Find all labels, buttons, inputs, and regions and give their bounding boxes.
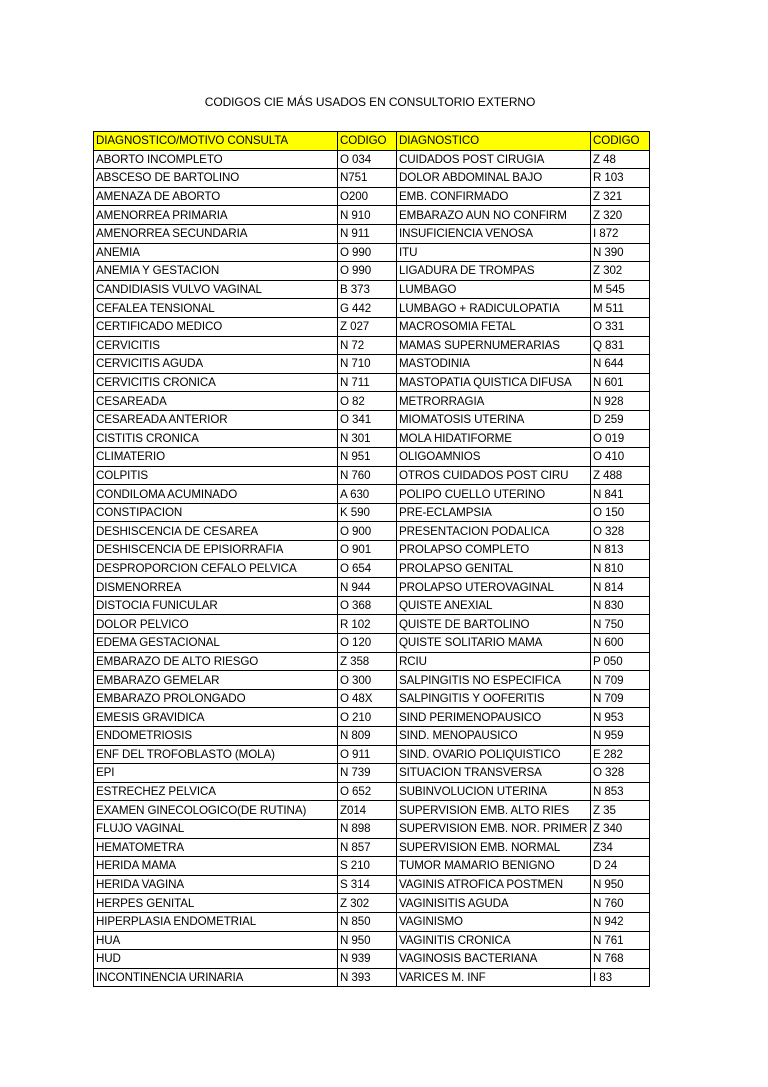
diagnosis-cell: COLPITIS: [94, 466, 338, 485]
table-row: [94, 448, 650, 467]
diagnosis-cell-2: METRORRAGIA: [397, 392, 591, 411]
code-cell-2: N 950: [591, 875, 650, 894]
table-row: [94, 931, 650, 950]
table-row: [94, 187, 650, 206]
code-cell-2: P 050: [591, 652, 650, 671]
code-cell-2: Z 35: [591, 801, 650, 820]
code-cell: N 944: [338, 578, 397, 597]
code-cell-2: D 259: [591, 410, 650, 429]
code-cell: S 314: [338, 875, 397, 894]
table-row: [94, 150, 650, 169]
diagnosis-cell: ESTRECHEZ PELVICA: [94, 782, 338, 801]
code-cell-2: I 872: [591, 224, 650, 243]
code-cell: N 857: [338, 838, 397, 857]
diagnosis-cell: CONSTIPACION: [94, 503, 338, 522]
diagnosis-cell-2: SIND. OVARIO POLIQUISTICO: [397, 745, 591, 764]
code-cell: N751: [338, 169, 397, 188]
table-row: [94, 689, 650, 708]
code-cell-2: N 644: [591, 355, 650, 374]
diagnosis-cell: HERPES GENITAL: [94, 894, 338, 913]
diagnosis-cell: HEMATOMETRA: [94, 838, 338, 857]
code-cell-2: N 959: [591, 727, 650, 746]
table-row: [94, 485, 650, 504]
diagnosis-cell-2: SITUACION TRANSVERSA: [397, 764, 591, 783]
code-cell-2: N 768: [591, 950, 650, 969]
table-row: [94, 782, 650, 801]
diagnosis-cell-2: SUPERVISION EMB. NOR. PRIMER: [397, 819, 591, 838]
code-cell: O 48X: [338, 689, 397, 708]
diagnosis-cell: EMESIS GRAVIDICA: [94, 708, 338, 727]
diagnosis-cell-2: SALPINGITIS Y OOFERITIS: [397, 689, 591, 708]
diagnosis-cell-2: LIGADURA DE TROMPAS: [397, 262, 591, 281]
code-cell: N 809: [338, 727, 397, 746]
code-cell-2: E 282: [591, 745, 650, 764]
code-cell-2: N 814: [591, 578, 650, 597]
diagnosis-cell: ABORTO INCOMPLETO: [94, 150, 338, 169]
diagnosis-cell-2: VAGINIS ATROFICA POSTMEN: [397, 875, 591, 894]
code-cell-2: N 830: [591, 596, 650, 615]
table-row: [94, 634, 650, 653]
code-cell-2: N 942: [591, 912, 650, 931]
code-cell-2: N 813: [591, 541, 650, 560]
table-row: [94, 968, 650, 987]
code-cell: N 393: [338, 968, 397, 987]
code-cell-2: N 601: [591, 373, 650, 392]
code-cell: O 120: [338, 634, 397, 653]
code-cell: O 990: [338, 262, 397, 281]
code-cell: O 341: [338, 410, 397, 429]
table-row: [94, 652, 650, 671]
code-cell-2: N 390: [591, 243, 650, 262]
code-cell: N 711: [338, 373, 397, 392]
diagnosis-cell: EMBARAZO GEMELAR: [94, 671, 338, 690]
code-cell: N 760: [338, 466, 397, 485]
diagnosis-cell: FLUJO VAGINAL: [94, 819, 338, 838]
table-row: [94, 615, 650, 634]
table-row: [94, 262, 650, 281]
code-cell-2: N 709: [591, 671, 650, 690]
table-row: [94, 280, 650, 299]
diagnosis-cell: AMENORREA PRIMARIA: [94, 206, 338, 225]
table-row: [94, 819, 650, 838]
table-row: [94, 317, 650, 336]
diagnosis-cell: DISMENORREA: [94, 578, 338, 597]
diagnosis-cell: CERTIFICADO MEDICO: [94, 317, 338, 336]
diagnosis-cell: ENF DEL TROFOBLASTO (MOLA): [94, 745, 338, 764]
diagnosis-cell: CLIMATERIO: [94, 448, 338, 467]
diagnosis-cell-2: OLIGOAMNIOS: [397, 448, 591, 467]
code-cell: N 710: [338, 355, 397, 374]
table-row: [94, 410, 650, 429]
code-cell-2: O 019: [591, 429, 650, 448]
diagnosis-cell-2: EMB. CONFIRMADO: [397, 187, 591, 206]
code-cell: N 739: [338, 764, 397, 783]
code-cell: B 373: [338, 280, 397, 299]
diagnosis-cell: AMENAZA DE ABORTO: [94, 187, 338, 206]
table-row: [94, 559, 650, 578]
diagnosis-cell-2: EMBARAZO AUN NO CONFIRM: [397, 206, 591, 225]
table-row: [94, 596, 650, 615]
code-cell-2: M 511: [591, 299, 650, 318]
table-row: [94, 392, 650, 411]
code-cell: N 898: [338, 819, 397, 838]
diagnosis-cell: INCONTINENCIA URINARIA: [94, 968, 338, 987]
table-row: [94, 169, 650, 188]
diagnosis-cell: EXAMEN GINECOLOGICO(DE RUTINA): [94, 801, 338, 820]
table-row: [94, 764, 650, 783]
table-row: [94, 727, 650, 746]
diagnosis-cell-2: VAGINISMO: [397, 912, 591, 931]
diagnosis-cell-2: QUISTE DE BARTOLINO: [397, 615, 591, 634]
document-title: CODIGOS CIE MÁS USADOS EN CONSULTORIO EXTERNO: [204, 95, 536, 109]
diagnosis-cell-2: MASTODINIA: [397, 355, 591, 374]
code-cell-2: D 24: [591, 857, 650, 876]
code-cell: K 590: [338, 503, 397, 522]
diagnosis-cell: CANDIDIASIS VULVO VAGINAL: [94, 280, 338, 299]
diagnosis-cell: HUD: [94, 950, 338, 969]
diagnosis-cell: CERVICITIS: [94, 336, 338, 355]
cie-codes-table: [93, 131, 650, 987]
diagnosis-cell: CONDILOMA ACUMINADO: [94, 485, 338, 504]
diagnosis-cell: ANEMIA Y GESTACION: [94, 262, 338, 281]
code-cell-2: Z34: [591, 838, 650, 857]
table-row: [94, 671, 650, 690]
table-row: [94, 429, 650, 448]
code-cell-2: N 760: [591, 894, 650, 913]
code-cell-2: R 103: [591, 169, 650, 188]
diagnosis-cell-2: MOLA HIDATIFORME: [397, 429, 591, 448]
code-cell: Z 302: [338, 894, 397, 913]
diagnosis-cell-2: QUISTE SOLITARIO MAMA: [397, 634, 591, 653]
diagnosis-cell-2: PROLAPSO UTEROVAGINAL: [397, 578, 591, 597]
table-header-row: [94, 132, 650, 151]
diagnosis-cell-2: INSUFICIENCIA VENOSA: [397, 224, 591, 243]
code-cell-2: Q 831: [591, 336, 650, 355]
code-cell: G 442: [338, 299, 397, 318]
diagnosis-cell-2: SALPINGITIS NO ESPECIFICA: [397, 671, 591, 690]
code-cell-2: N 709: [591, 689, 650, 708]
diagnosis-cell-2: SUPERVISION EMB. ALTO RIES: [397, 801, 591, 820]
diagnosis-cell-2: SUBINVOLUCION UTERINA: [397, 782, 591, 801]
code-cell: O200: [338, 187, 397, 206]
table-row: [94, 373, 650, 392]
code-cell: N 910: [338, 206, 397, 225]
code-cell-2: N 928: [591, 392, 650, 411]
diagnosis-cell: HERIDA VAGINA: [94, 875, 338, 894]
code-cell-2: N 761: [591, 931, 650, 950]
code-cell-2: Z 488: [591, 466, 650, 485]
table-row: [94, 299, 650, 318]
diagnosis-cell-2: POLIPO CUELLO UTERINO: [397, 485, 591, 504]
diagnosis-cell: HIPERPLASIA ENDOMETRIAL: [94, 912, 338, 931]
table-row: [94, 912, 650, 931]
table-row: [94, 541, 650, 560]
table-row: [94, 503, 650, 522]
table-row: [94, 336, 650, 355]
diagnosis-cell-2: QUISTE ANEXIAL: [397, 596, 591, 615]
code-cell: Z 027: [338, 317, 397, 336]
code-cell: O 911: [338, 745, 397, 764]
diagnosis-cell-2: ITU: [397, 243, 591, 262]
table-row: [94, 243, 650, 262]
header-codigo-2: CODIGO: [591, 132, 650, 151]
diagnosis-cell-2: LUMBAGO: [397, 280, 591, 299]
code-cell-2: N 810: [591, 559, 650, 578]
code-cell: R 102: [338, 615, 397, 634]
table-row: [94, 894, 650, 913]
diagnosis-cell: ANEMIA: [94, 243, 338, 262]
table-row: [94, 522, 650, 541]
code-cell-2: N 750: [591, 615, 650, 634]
code-cell: N 72: [338, 336, 397, 355]
code-cell: O 210: [338, 708, 397, 727]
diagnosis-cell-2: PROLAPSO COMPLETO: [397, 541, 591, 560]
code-cell: N 951: [338, 448, 397, 467]
diagnosis-cell: HERIDA MAMA: [94, 857, 338, 876]
table-row: [94, 950, 650, 969]
code-cell: O 990: [338, 243, 397, 262]
code-cell-2: N 853: [591, 782, 650, 801]
table-row: [94, 466, 650, 485]
code-cell-2: O 150: [591, 503, 650, 522]
table-row: [94, 578, 650, 597]
diagnosis-cell: DOLOR PELVICO: [94, 615, 338, 634]
table-row: [94, 875, 650, 894]
diagnosis-cell: EDEMA GESTACIONAL: [94, 634, 338, 653]
code-cell: N 850: [338, 912, 397, 931]
header-diagnostico-motivo: DIAGNOSTICO/MOTIVO CONSULTA: [94, 132, 338, 151]
code-cell-2: N 953: [591, 708, 650, 727]
code-cell: O 034: [338, 150, 397, 169]
diagnosis-cell-2: LUMBAGO + RADICULOPATIA: [397, 299, 591, 318]
diagnosis-cell-2: MAMAS SUPERNUMERARIAS: [397, 336, 591, 355]
table-row: [94, 801, 650, 820]
table-row: [94, 355, 650, 374]
diagnosis-cell-2: VAGINISITIS AGUDA: [397, 894, 591, 913]
code-cell-2: Z 320: [591, 206, 650, 225]
diagnosis-cell-2: PRE-ECLAMPSIA: [397, 503, 591, 522]
diagnosis-cell: CISTITIS CRONICA: [94, 429, 338, 448]
diagnosis-cell: ENDOMETRIOSIS: [94, 727, 338, 746]
code-cell-2: Z 321: [591, 187, 650, 206]
diagnosis-cell: CESAREADA ANTERIOR: [94, 410, 338, 429]
table-row: [94, 745, 650, 764]
diagnosis-cell: EMBARAZO DE ALTO RIESGO: [94, 652, 338, 671]
code-cell-2: Z 48: [591, 150, 650, 169]
code-cell: N 911: [338, 224, 397, 243]
code-cell: O 300: [338, 671, 397, 690]
diagnosis-cell-2: SUPERVISION EMB. NORMAL: [397, 838, 591, 857]
diagnosis-cell-2: VAGINITIS CRONICA: [397, 931, 591, 950]
diagnosis-cell-2: OTROS CUIDADOS POST CIRU: [397, 466, 591, 485]
table-row: [94, 708, 650, 727]
code-cell: N 301: [338, 429, 397, 448]
diagnosis-cell-2: MASTOPATIA QUISTICA DIFUSA: [397, 373, 591, 392]
diagnosis-cell-2: TUMOR MAMARIO BENIGNO: [397, 857, 591, 876]
diagnosis-cell: CERVICITIS CRONICA: [94, 373, 338, 392]
code-cell-2: Z 340: [591, 819, 650, 838]
code-cell: O 82: [338, 392, 397, 411]
code-cell: N 950: [338, 931, 397, 950]
header-codigo-1: CODIGO: [338, 132, 397, 151]
code-cell: Z 358: [338, 652, 397, 671]
diagnosis-cell: DISTOCIA FUNICULAR: [94, 596, 338, 615]
diagnosis-cell: CESAREADA: [94, 392, 338, 411]
diagnosis-cell: CERVICITIS AGUDA: [94, 355, 338, 374]
code-cell-2: O 410: [591, 448, 650, 467]
diagnosis-cell-2: VARICES M. INF: [397, 968, 591, 987]
diagnosis-cell-2: MACROSOMIA FETAL: [397, 317, 591, 336]
diagnosis-cell-2: RCIU: [397, 652, 591, 671]
diagnosis-cell-2: PROLAPSO GENITAL: [397, 559, 591, 578]
table-row: [94, 857, 650, 876]
diagnosis-cell: DESHISCENCIA DE EPISIORRAFIA: [94, 541, 338, 560]
diagnosis-cell: CEFALEA TENSIONAL: [94, 299, 338, 318]
code-cell: O 900: [338, 522, 397, 541]
diagnosis-cell: EPI: [94, 764, 338, 783]
code-cell: O 901: [338, 541, 397, 560]
diagnosis-cell-2: PRESENTACION PODALICA: [397, 522, 591, 541]
diagnosis-cell: EMBARAZO PROLONGADO: [94, 689, 338, 708]
code-cell-2: M 545: [591, 280, 650, 299]
diagnosis-cell-2: DOLOR ABDOMINAL BAJO: [397, 169, 591, 188]
diagnosis-cell-2: VAGINOSIS BACTERIANA: [397, 950, 591, 969]
code-cell-2: Z 302: [591, 262, 650, 281]
diagnosis-cell: DESPROPORCION CEFALO PELVICA: [94, 559, 338, 578]
diagnosis-cell: DESHISCENCIA DE CESAREA: [94, 522, 338, 541]
diagnosis-cell-2: SIND. MENOPAUSICO: [397, 727, 591, 746]
table-row: [94, 224, 650, 243]
code-cell-2: O 328: [591, 522, 650, 541]
code-cell: S 210: [338, 857, 397, 876]
code-cell: N 939: [338, 950, 397, 969]
diagnosis-cell: ABSCESO DE BARTOLINO: [94, 169, 338, 188]
table-row: [94, 838, 650, 857]
diagnosis-cell: HUA: [94, 931, 338, 950]
code-cell: A 630: [338, 485, 397, 504]
diagnosis-cell-2: MIOMATOSIS UTERINA: [397, 410, 591, 429]
code-cell-2: O 331: [591, 317, 650, 336]
diagnosis-cell: AMENORREA SECUNDARIA: [94, 224, 338, 243]
table-row: [94, 206, 650, 225]
diagnosis-cell-2: CUIDADOS POST CIRUGIA: [397, 150, 591, 169]
code-cell-2: O 328: [591, 764, 650, 783]
code-cell-2: N 841: [591, 485, 650, 504]
diagnosis-cell-2: SIND PERIMENOPAUSICO: [397, 708, 591, 727]
code-cell-2: I 83: [591, 968, 650, 987]
code-cell-2: N 600: [591, 634, 650, 653]
header-diagnostico: DIAGNOSTICO: [397, 132, 591, 151]
code-cell: O 368: [338, 596, 397, 615]
code-cell: O 654: [338, 559, 397, 578]
code-cell: Z014: [338, 801, 397, 820]
code-cell: O 652: [338, 782, 397, 801]
